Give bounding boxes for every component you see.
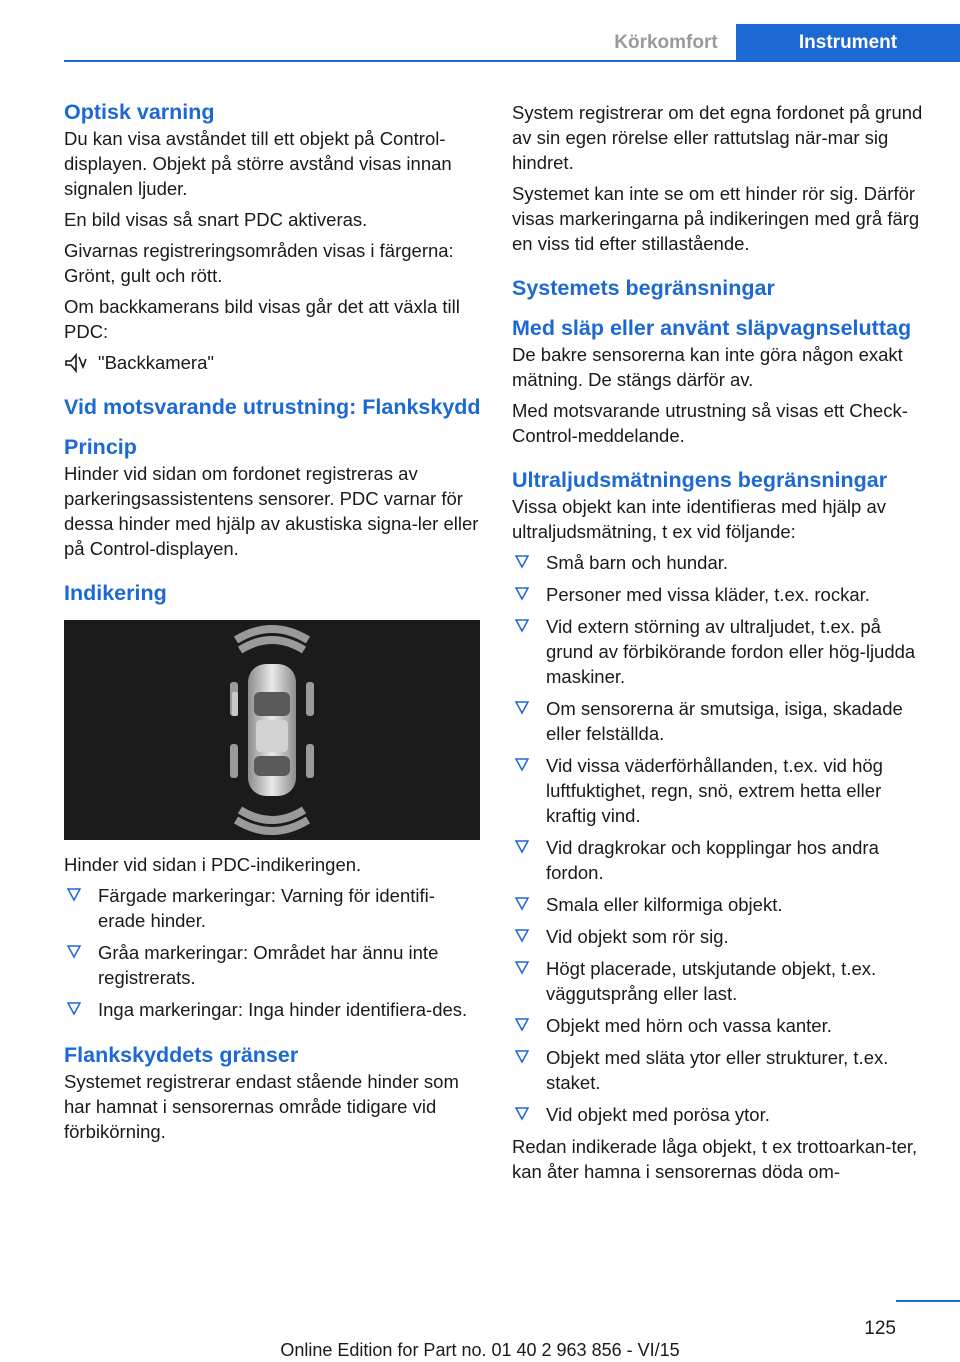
bullet-triangle-icon bbox=[514, 895, 530, 911]
indication-list bbox=[64, 883, 482, 1022]
paragraph: Med motsvarande utrustning så visas ett Check-Control-meddelande. bbox=[512, 400, 908, 446]
bullet-triangle-icon bbox=[514, 959, 530, 975]
bullet-triangle-icon bbox=[514, 756, 530, 772]
list-item: Objekt med hörn och vassa kanter. bbox=[512, 1013, 932, 1038]
page-number: 125 bbox=[864, 1318, 896, 1339]
list-item: Inga markeringar: Inga hinder identifiera-des. bbox=[64, 997, 482, 1022]
bullet-triangle-icon bbox=[514, 1016, 530, 1032]
list-item: Små barn och hundar. bbox=[512, 550, 932, 575]
list-item: Objekt med släta ytor eller strukturer, t.ex. staket. bbox=[512, 1045, 932, 1095]
heading-ultrasonic-limits: Ultraljudsmätningens begränsningar bbox=[512, 468, 888, 492]
bullet-triangle-icon bbox=[514, 553, 530, 569]
paragraph: Vissa objekt kan inte identifieras med hjälp av ultraljudsmätning, t ex vid följande: bbox=[512, 496, 886, 542]
list-item: Vid objekt som rör sig. bbox=[512, 924, 932, 949]
bullet-triangle-icon bbox=[66, 886, 82, 902]
list-item: Gråa markeringar: Området har ännu inte registrerats. bbox=[64, 940, 482, 990]
pdc-car-diagram bbox=[64, 620, 480, 840]
heading-indication: Indikering bbox=[64, 581, 167, 605]
edition-line: Online Edition for Part no. 01 40 2 963 856 - VI/15 bbox=[280, 1340, 680, 1360]
paragraph: Systemet kan inte se om ett hinder rör sig. Därför visas markeringarna på indikeringen med grå färg en viss tid efter stillastående. bbox=[512, 183, 920, 254]
heading-optical-warning: Optisk varning bbox=[64, 100, 215, 124]
paragraph: Du kan visa avståndet till ett objekt på Control-displayen. Objekt på större avstånd visas innan signalen ljuder. bbox=[64, 128, 452, 199]
bullet-triangle-icon bbox=[514, 617, 530, 633]
paragraph: Redan indikerade låga objekt, t ex trottoarkan-ter, kan åter hamna i sensorernas döda om- bbox=[512, 1136, 918, 1182]
ultrasonic-limit-list bbox=[512, 550, 932, 1127]
list-item: Vid extern störning av ultraljudet, t.ex. på grund av förbikörande fordon eller hög-ljudda maskiner. bbox=[512, 614, 932, 689]
camera-switch-line bbox=[64, 350, 482, 375]
bullet-triangle-icon bbox=[514, 699, 530, 715]
backkamera-label: "Backkamera" bbox=[98, 352, 214, 373]
right-column bbox=[512, 100, 932, 1184]
paragraph: Om backkamerans bild visas går det att växla till PDC: bbox=[64, 296, 460, 342]
pdc-side-indication-image bbox=[64, 620, 480, 840]
left-column bbox=[64, 100, 482, 1150]
list-item: Vid objekt med porösa ytor. bbox=[512, 1102, 932, 1127]
paragraph: Givarnas registreringsområden visas i färgerna: Grönt, gult och rött. bbox=[64, 240, 454, 286]
paragraph: Hinder vid sidan om fordonet registreras av parkeringsassistentens sensorer. PDC varnar för dessa hinder med hjälp av akustiska signa-ler eller på Control-displayen. bbox=[64, 463, 479, 559]
bullet-triangle-icon bbox=[514, 927, 530, 943]
heading-system-limits: Systemets begränsningar bbox=[512, 276, 775, 300]
heading-flank-protection: Vid motsvarande utrustning: Flankskydd bbox=[64, 395, 481, 419]
page-header bbox=[64, 24, 960, 62]
list-item: Vid dragkrokar och kopplingar hos andra fordon. bbox=[512, 835, 932, 885]
paragraph: Systemet registrerar endast stående hinder som har hamnat i sensorernas område tidigare vid förbikörning. bbox=[64, 1071, 459, 1142]
heading-trailer: Med släp eller använt släpvagnseluttag bbox=[512, 316, 912, 340]
figure-caption: Hinder vid sidan i PDC-indikeringen. bbox=[64, 854, 362, 875]
bullet-triangle-icon bbox=[514, 1048, 530, 1064]
bullet-triangle-icon bbox=[66, 1000, 82, 1016]
bullet-triangle-icon bbox=[66, 943, 82, 959]
bullet-triangle-icon bbox=[514, 838, 530, 854]
list-item: Färgade markeringar: Varning för identifi-erade hinder. bbox=[64, 883, 482, 933]
list-item: Vid vissa väderförhållanden, t.ex. vid hög luftfuktighet, regn, snö, extrem hetta eller kraftig vind. bbox=[512, 753, 932, 828]
paragraph: System registrerar om det egna fordonet på grund av sin egen rörelse eller rattutslag när-mar sig hindret. bbox=[512, 102, 923, 173]
list-item: Om sensorerna är smutsiga, isiga, skadade eller felställda. bbox=[512, 696, 932, 746]
footer-rule bbox=[896, 1300, 960, 1302]
reverse-camera-icon bbox=[64, 352, 88, 374]
heading-flank-limits: Flankskyddets gränser bbox=[64, 1043, 299, 1067]
paragraph: De bakre sensorerna kan inte göra någon exakt mätning. De stängs därför av. bbox=[512, 344, 903, 390]
heading-principle: Princip bbox=[64, 435, 137, 459]
tab-korkomfort[interactable]: Körkomfort bbox=[614, 32, 718, 53]
tab-instrument[interactable]: Instrument bbox=[736, 24, 960, 62]
bullet-triangle-icon bbox=[514, 1105, 530, 1121]
list-item: Smala eller kilformiga objekt. bbox=[512, 892, 932, 917]
list-item: Personer med vissa kläder, t.ex. rockar. bbox=[512, 582, 932, 607]
paragraph: En bild visas så snart PDC aktiveras. bbox=[64, 209, 368, 230]
list-item: Högt placerade, utskjutande objekt, t.ex. väggutsprång eller last. bbox=[512, 956, 932, 1006]
bullet-triangle-icon bbox=[514, 585, 530, 601]
